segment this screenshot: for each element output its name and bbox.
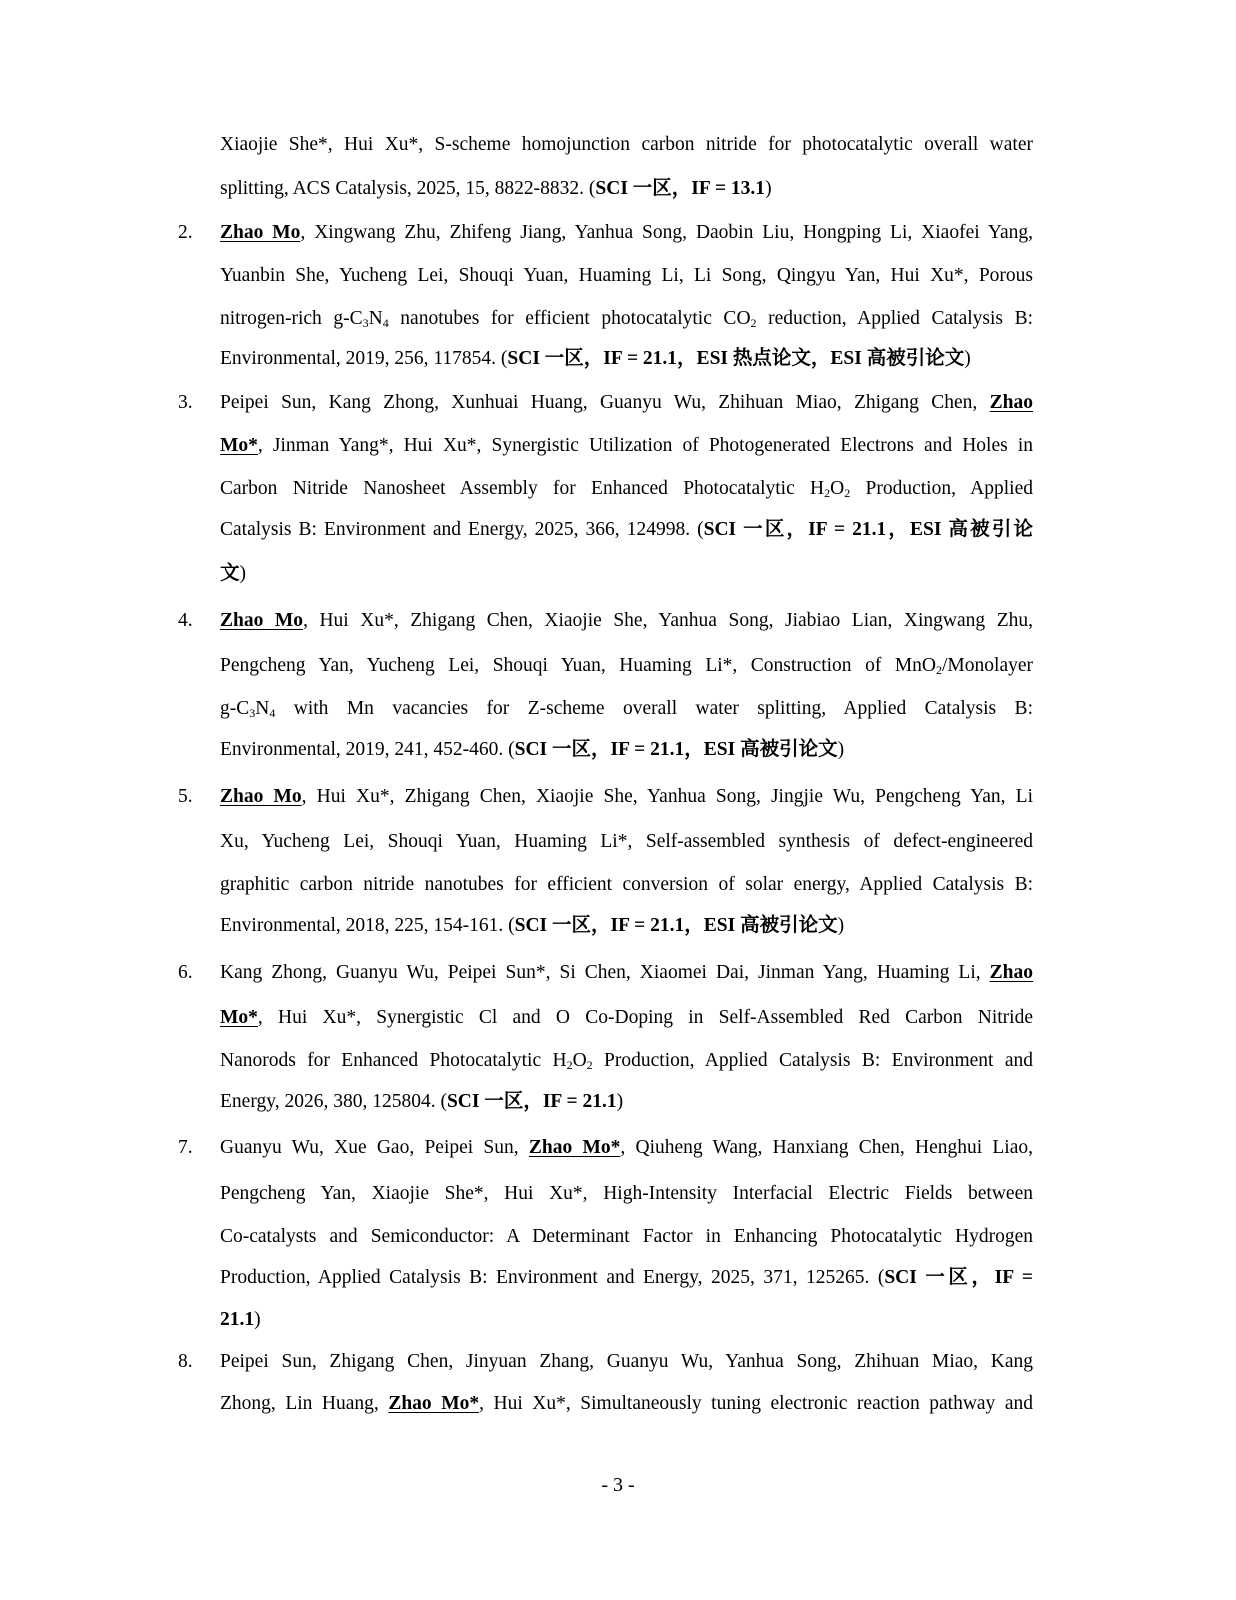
reference-2-line-4: Environmental, 2019, 256, 117854. (SCI 一区，IF = 21.1，ESI 热点论文，ESI 高被引论文) <box>220 348 971 369</box>
author-highlight: Zhao Mo <box>220 786 302 807</box>
reference-5-line-2: Xu, Yucheng Lei, Shouqi Yuan, Huaming Li*, Self-assembled synthesis of defect-engineered <box>220 831 1033 852</box>
reference-5-line-4: Environmental, 2018, 225, 154-161. (SCI 一区，IF = 21.1，ESI 高被引论文) <box>220 915 845 936</box>
reference-5-line-1: Zhao Mo, Hui Xu*, Zhigang Chen, Xiaojie She, Yanhua Song, Jingjie Wu, Pengcheng Yan, Li <box>220 786 1033 807</box>
author-highlight: Mo* <box>220 1007 258 1028</box>
reference-3-line-2: Mo*, Jinman Yang*, Hui Xu*, Synergistic Utilization of Photogenerated Electrons and Holes in <box>220 435 1033 456</box>
author-highlight: Zhao Mo <box>220 222 301 243</box>
reference-number: 6. <box>178 962 193 983</box>
reference-6-line-4: Energy, 2026, 380, 125804. (SCI 一区，IF = 21.1) <box>220 1091 624 1112</box>
reference-number: 4. <box>178 610 193 631</box>
reference-4-line-2: Pengcheng Yan, Yucheng Lei, Shouqi Yuan, Huaming Li*, Construction of MnO$_2$/Monolayer <box>220 655 1033 677</box>
reference-7-line-5: 21.1) <box>220 1309 261 1330</box>
reference-number: 5. <box>178 786 193 807</box>
reference-6-line-1: Kang Zhong, Guanyu Wu, Peipei Sun*, Si Chen, Xiaomei Dai, Jinman Yang, Huaming Li, Zhao <box>220 962 1033 983</box>
reference-4-line-1: Zhao Mo, Hui Xu*, Zhigang Chen, Xiaojie She, Yanhua Song, Jiabiao Lian, Xingwang Zhu, <box>220 610 1033 631</box>
reference-3-line-5: 文) <box>220 563 247 584</box>
reference-7-line-1: Guanyu Wu, Xue Gao, Peipei Sun, Zhao Mo*, Qiuheng Wang, Hanxiang Chen, Henghui Liao, <box>220 1137 1033 1158</box>
author-highlight: Zhao Mo* <box>388 1393 480 1414</box>
reference-4-line-4: Environmental, 2019, 241, 452-460. (SCI 一区，IF = 21.1，ESI 高被引论文) <box>220 739 845 760</box>
author-highlight: Zhao Mo* <box>528 1137 621 1158</box>
reference-4-line-3: $g-C_3N_4$ with Mn vacancies for Z-scheme overall water splitting, Applied Catalysis B: <box>220 698 1033 720</box>
reference-8-line-2: Zhong, Lin Huang, Zhao Mo*, Hui Xu*, Simultaneously tuning electronic reaction pathway and <box>220 1393 1033 1414</box>
reference-number: 2. <box>178 222 193 243</box>
reference-number: 7. <box>178 1137 193 1158</box>
reference-2-line-1: Zhao Mo, Xingwang Zhu, Zhifeng Jiang, Yanhua Song, Daobin Liu, Hongping Li, Xiaofei Yang, <box>220 222 1033 243</box>
reference-3-line-1: Peipei Sun, Kang Zhong, Xunhuai Huang, Guanyu Wu, Zhihuan Miao, Zhigang Chen, Zhao <box>220 392 1033 413</box>
reference-1-line-1: Xiaojie She*, Hui Xu*, S-scheme homojunction carbon nitride for photocatalytic overall water <box>220 134 1033 155</box>
reference-3-line-3: Carbon Nitride Nanosheet Assembly for Enhanced Photocatalytic $H_2O_2$ Production, Applied <box>220 478 1033 500</box>
reference-7-line-2: Pengcheng Yan, Xiaojie She*, Hui Xu*, High-Intensity Interfacial Electric Fields between <box>220 1183 1033 1204</box>
reference-1-line-2: splitting, ACS Catalysis, 2025, 15, 8822-8832. (SCI 一区，IF = 13.1) <box>220 178 772 199</box>
reference-6-line-3: Nanorods for Enhanced Photocatalytic $H_2O_2$ Production, Applied Catalysis B: Environment and <box>220 1050 1034 1072</box>
reference-5-line-3: graphitic carbon nitride nanotubes for efficient conversion of solar energy, Applied Catalysis B: <box>220 874 1033 895</box>
reference-8-line-1: Peipei Sun, Zhigang Chen, Jinyuan Zhang, Guanyu Wu, Yanhua Song, Zhihuan Miao, Kang <box>220 1351 1033 1372</box>
reference-7-line-4: Production, Applied Catalysis B: Environment and Energy, 2025, 371, 125265. (SCI 一区，IF = <box>220 1267 1034 1288</box>
author-highlight: Zhao <box>989 392 1033 413</box>
reference-number: 8. <box>178 1351 193 1372</box>
reference-2-line-2: Yuanbin She, Yucheng Lei, Shouqi Yuan, Huaming Li, Li Song, Qingyu Yan, Hui Xu*, Porous <box>220 265 1033 286</box>
reference-7-line-3: Co-catalysts and Semiconductor: A Determinant Factor in Enhancing Photocatalytic Hydrogen <box>220 1226 1033 1247</box>
author-highlight: Zhao <box>989 962 1033 983</box>
reference-2-line-3: nitrogen-rich $g-C_3N_4$ nanotubes for efficient photocatalytic $CO_2$ reduction, Applied Catalysis B: <box>220 308 1033 330</box>
author-highlight: Zhao Mo <box>220 610 304 631</box>
reference-number: 3. <box>178 392 193 413</box>
reference-3-line-4: Catalysis B: Environment and Energy, 2025, 366, 124998. (SCI 一区，IF = 21.1，ESI 高被引论 <box>220 519 1033 540</box>
reference-6-line-2: Mo*, Hui Xu*, Synergistic Cl and O Co-Doping in Self-Assembled Red Carbon Nitride <box>220 1007 1033 1028</box>
author-highlight: Mo* <box>220 435 258 456</box>
page-number: - 3 - <box>601 1474 635 1496</box>
